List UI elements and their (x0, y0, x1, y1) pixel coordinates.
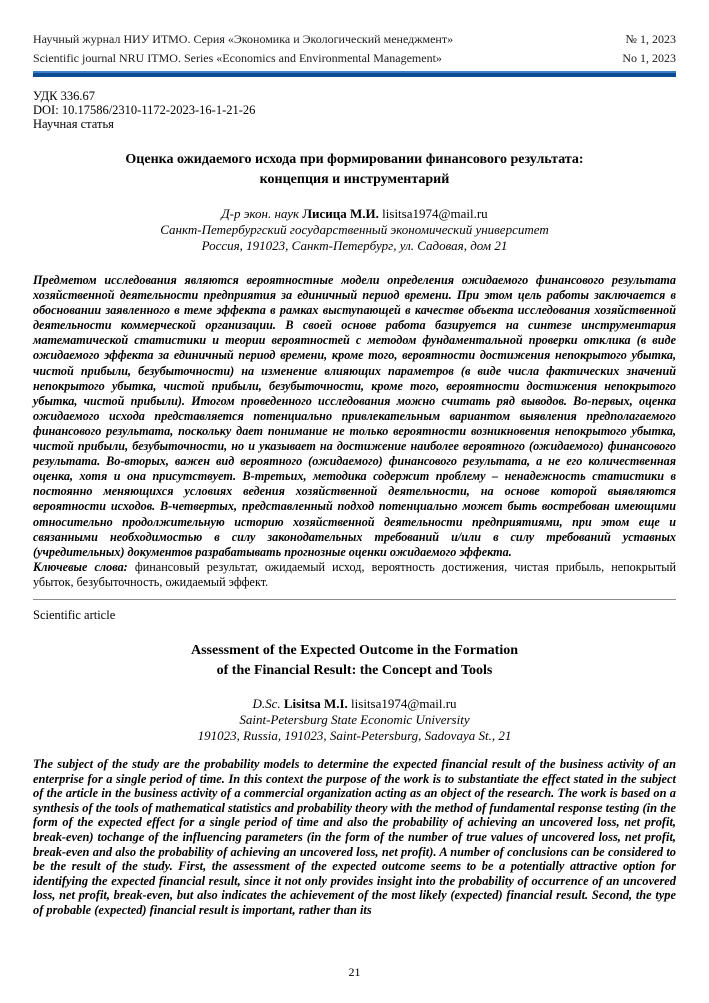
article-title-ru-line1: Оценка ожидаемого исхода при формировании финансового результата: (125, 152, 584, 167)
author-name-ru: Лисица М.И. (302, 206, 379, 221)
abstract-ru: Предметом исследования являются вероятностные модели определения ожидаемого финансового результата хозяйственной деятельности предприятия за единичный период времени. При этом цель работы заключается в обосновании заявленного в теме эффекта в рамках выступающей в качестве объекта исследования хозяйственной деятельности коммерческой организации. В своей основе работа базируется на синтезе инструментария математической статистики и теории вероятностей с методом фундаментальной проверки отклика (в виде ожидаемого эффекта за единичный период времени, кроме того, вероятности достижения непокрытого убытка, чистой прибыли, безубыточности) на изменение влияющих параметров (в виде числа фактических значений непокрытого убытка, чистой прибыли, безубыточности, кроме того, вероятности достижения непокрытого убытка, чистой прибыли). Итогом проведенного исследования можно считать ряд выводов. Во-первых, оценка ожидаемого исхода представляется потенциально привлекательным вариантом выявления предполагаемого финансового результата, поскольку дает понимание не только вероятности возникновения непокрытого убытка, чистой прибыли, безубыточности, но и указывает на достижение наиболее вероятного (ожидаемого) финансового результата. Во-вторых, важен вид вероятного (ожидаемого) финансового результата, а не его количественная оценка, хотя и она присутствует. В-третьих, методика содержит проблему – ненадежность статистики в постоянно меняющихся условиях ведения хозяйственной деятельности, на основе которой выявляются вероятности исходов. В-четвертых, представленный подход потенциально может быть востребован имеющими относительно продолжительную историю хозяйственной деятельности предприятиями, при этом еще и связанными необходимостью в силу законодательных требований и/или в силу требований уставных (учредительных) документов разрабатывать прогнозные оценки ожидаемого эффекта. (33, 273, 676, 559)
affiliation-address-ru: Россия, 191023, Санкт-Петербург, ул. Садовая, дом 21 (201, 238, 508, 253)
abstract-en: The subject of the study are the probability models to determine the expected financial result of the business activity of an enterprise for a single period of time. In this context the purpose of the work is to substantiate the effect stated in the subject of the article in the business activity of a commercial organization acting as an object of the research. The work is based on a synthesis of the tools of mathematical statistics and probability theory with the method of fundamental response testing (in the form of the expected effect for a single period of time and also the probability of achieving an uncovered loss, net profit, break-even) tochange of the influencing parameters (in the form of the number of true values of uncovered loss, net profit, break-even and also the probability of achieving an uncovered loss, net profit). A number of conclusions can be considered to be the result of the study. First, the assessment of the expected outcome seems to be a potentially attractive option for identifying the expected financial result, since it not only provides insight into the probability of occurrence of an uncovered loss, net profit, break-even, but also indicates the achievement of the most likely (expected) financial result. Second, the type of probable (expected) financial result is important, rather than its (33, 756, 676, 917)
keywords-ru (33, 560, 676, 590)
journal-issue-ru: № 1, 2023 (625, 32, 676, 46)
article-type-ru: Научная статья (33, 117, 114, 131)
author-email-en: lisitsa1974@mail.ru (351, 695, 457, 711)
author-email-ru: lisitsa1974@mail.ru (382, 206, 488, 221)
article-title-en-line2: of the Financial Result: the Concept and Tools (216, 662, 493, 678)
affiliation-ru: Санкт-Петербургский государственный экономический университет (160, 222, 549, 237)
journal-header-row-ru (33, 30, 676, 49)
section-divider-rule (33, 599, 676, 600)
author-degree-en: D.Sc. (252, 695, 281, 711)
author-degree-ru: Д-р экон. наук (221, 206, 300, 221)
article-title-en (33, 641, 676, 681)
author-byline-ru (33, 206, 676, 222)
journal-issue-en: No 1, 2023 (622, 51, 676, 65)
keywords-text-ru: финансовый результат, ожидаемый исход, вероятность достижения, чистая прибыль, непокрытый убыток, безубыточность, ожидаемый эффект. (33, 559, 677, 589)
journal-header (33, 30, 676, 77)
author-byline-en (33, 696, 676, 712)
doi-line: DOI: 10.17586/2310-1172-2023-16-1-21-26 (33, 103, 256, 117)
journal-name-ru: Научный журнал НИУ ИТМО. Серия «Экономика и Экологический менеджмент» (33, 32, 454, 46)
article-title-ru (33, 150, 676, 190)
affiliation-en: Saint-Petersburg State Economic University (239, 711, 470, 727)
header-divider-rule (33, 71, 676, 77)
article-type-en: Scientific article (33, 607, 116, 622)
journal-header-row-en (33, 49, 676, 68)
article-title-ru-line2: концепция и инструментарий (259, 172, 450, 187)
udc-code: УДК 336.67 (33, 89, 95, 103)
article-meta (33, 89, 676, 131)
article-title-en-line1: Assessment of the Expected Outcome in the Formation (190, 642, 518, 658)
author-name-en: Lisitsa M.I. (283, 695, 348, 711)
affiliation-address-en: 191023, Russia, 191023, Saint-Petersburg, Sadovaya St., 21 (197, 727, 512, 743)
page-number: 21 (348, 965, 361, 979)
journal-name-en: Scientific journal NRU ITMO. Series «Economics and Environmental Management» (33, 51, 442, 65)
keywords-label-ru: Ключевые слова: (33, 559, 128, 574)
